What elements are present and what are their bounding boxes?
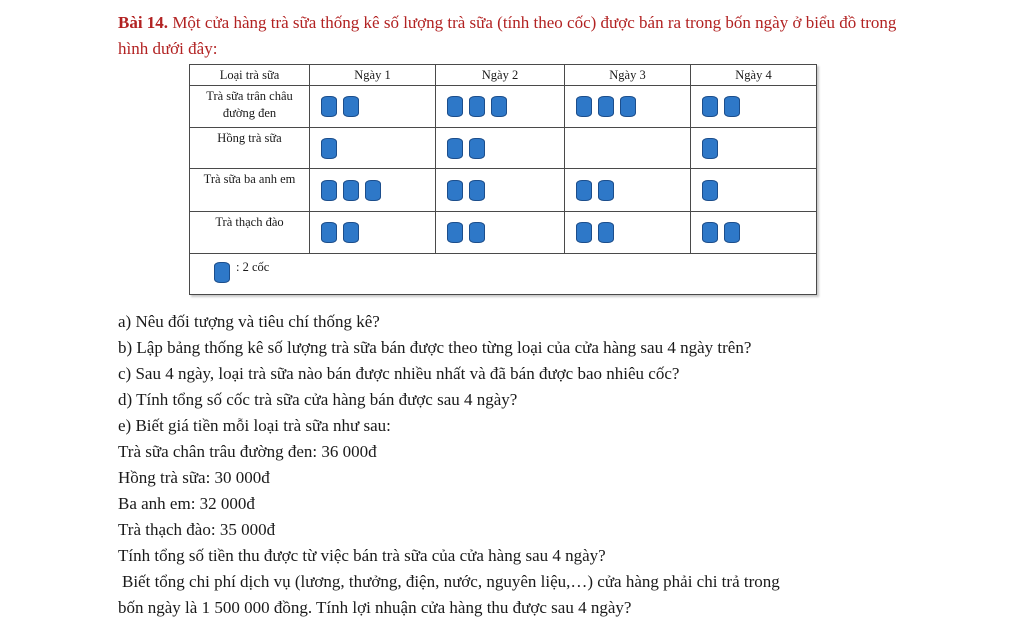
cup-group [436, 222, 564, 243]
price-line: Hồng trà sữa: 30 000đ [118, 468, 270, 487]
question-c: c) Sau 4 ngày, loại trà sữa nào bán được nhiều nhất và đã bán được bao nhiêu cốc? [118, 364, 680, 383]
cup-group [436, 180, 564, 201]
cup-group [436, 96, 564, 117]
price-line: Trà sữa chân trâu đường đen: 36 000đ [118, 442, 377, 461]
cup-cell [565, 212, 691, 254]
cup-icon [598, 222, 614, 243]
cup-cell [436, 86, 565, 128]
cup-group [310, 96, 435, 117]
table-row [190, 86, 817, 128]
cup-group [310, 180, 435, 201]
cup-icon [620, 96, 636, 117]
header-day-1: Ngày 1 [310, 65, 436, 86]
cup-icon [702, 222, 718, 243]
exercise-number: Bài 14. [118, 13, 169, 32]
legend-row [190, 254, 817, 295]
cup-cell [691, 128, 817, 169]
cup-group [691, 222, 816, 243]
cup-icon [598, 180, 614, 201]
cup-cell [436, 169, 565, 212]
price-line: Ba anh em: 32 000đ [118, 494, 255, 513]
cup-cell [565, 86, 691, 128]
cup-icon [321, 96, 337, 117]
cup-group [436, 138, 564, 159]
cup-icon [321, 138, 337, 159]
cup-cell [310, 86, 436, 128]
cup-icon [447, 180, 463, 201]
header-type: Loại trà sữa [190, 65, 310, 86]
cup-icon [576, 180, 592, 201]
cup-group [565, 180, 690, 201]
cup-icon [447, 96, 463, 117]
table-row [190, 212, 817, 254]
cup-icon [491, 96, 507, 117]
question-total-revenue: Tính tổng số tiền thu được từ việc bán trà sữa của cửa hàng sau 4 ngày? [118, 546, 606, 565]
cup-icon [321, 222, 337, 243]
cup-group [691, 96, 816, 117]
row-label: Trà thạch đào [190, 212, 310, 254]
cup-icon [576, 222, 592, 243]
legend-cell [190, 254, 817, 295]
exercise-title [118, 10, 898, 62]
exercise-prompt: Một cửa hàng trà sữa thống kê số lượng trà sữa (tính theo cốc) được bán ra trong bốn ngày ở biểu đồ trong hình dưới đây: [118, 13, 897, 58]
table-row [190, 128, 817, 169]
cup-icon [702, 138, 718, 159]
header-day-4: Ngày 4 [691, 65, 817, 86]
question-cost-line-2: bốn ngày là 1 500 000 đồng. Tính lợi nhuận cửa hàng thu được sau 4 ngày? [118, 598, 632, 617]
cup-cell [310, 212, 436, 254]
header-day-2: Ngày 2 [436, 65, 565, 86]
cup-cell [691, 212, 817, 254]
cup-group [310, 222, 435, 243]
cup-icon [447, 138, 463, 159]
cup-cell [691, 86, 817, 128]
cup-group [565, 96, 690, 117]
question-e: e) Biết giá tiền mỗi loại trà sữa như sau: [118, 416, 391, 435]
cup-group [310, 138, 435, 159]
cup-icon [469, 222, 485, 243]
table-row [190, 169, 817, 212]
row-label: Hồng trà sữa [190, 128, 310, 169]
price-line: Trà thạch đào: 35 000đ [118, 520, 276, 539]
cup-cell [691, 169, 817, 212]
cup-icon [702, 96, 718, 117]
question-a: a) Nêu đối tượng và tiêu chí thống kê? [118, 312, 380, 331]
cup-cell [310, 128, 436, 169]
cup-icon [447, 222, 463, 243]
cup-cell [565, 169, 691, 212]
cup-icon [724, 222, 740, 243]
cup-icon [724, 96, 740, 117]
legend-label: : 2 cốc [236, 260, 270, 274]
cup-icon [576, 96, 592, 117]
cup-cell [436, 212, 565, 254]
cup-group [691, 138, 816, 159]
question-b: b) Lập bảng thống kê số lượng trà sữa bán được theo từng loại của cửa hàng sau 4 ngày trên? [118, 338, 752, 357]
cup-group [691, 180, 816, 201]
header-day-3: Ngày 3 [565, 65, 691, 86]
question-list [118, 309, 918, 621]
row-label: Trà sữa ba anh em [190, 169, 310, 212]
cup-icon [598, 96, 614, 117]
question-cost-line-1: Biết tổng chi phí dịch vụ (lương, thưởng, điện, nước, nguyên liệu,…) cửa hàng phải chi trả trong [122, 572, 780, 591]
cup-icon [702, 180, 718, 201]
cup-cell [565, 128, 691, 169]
question-d: d) Tính tổng số cốc trà sữa cửa hàng bán được sau 4 ngày? [118, 390, 518, 409]
cup-icon [343, 180, 359, 201]
cup-icon [469, 96, 485, 117]
cup-icon [214, 262, 230, 283]
cup-icon [343, 96, 359, 117]
table-header-row [190, 65, 817, 86]
row-label: Trà sữa trân châu đường đen [190, 86, 310, 128]
cup-group [565, 222, 690, 243]
cup-icon [469, 138, 485, 159]
cup-cell [310, 169, 436, 212]
pictograph-table [189, 64, 817, 295]
legend [190, 254, 816, 283]
cup-icon [469, 180, 485, 201]
cup-icon [343, 222, 359, 243]
cup-icon [321, 180, 337, 201]
cup-icon [365, 180, 381, 201]
cup-cell [436, 128, 565, 169]
